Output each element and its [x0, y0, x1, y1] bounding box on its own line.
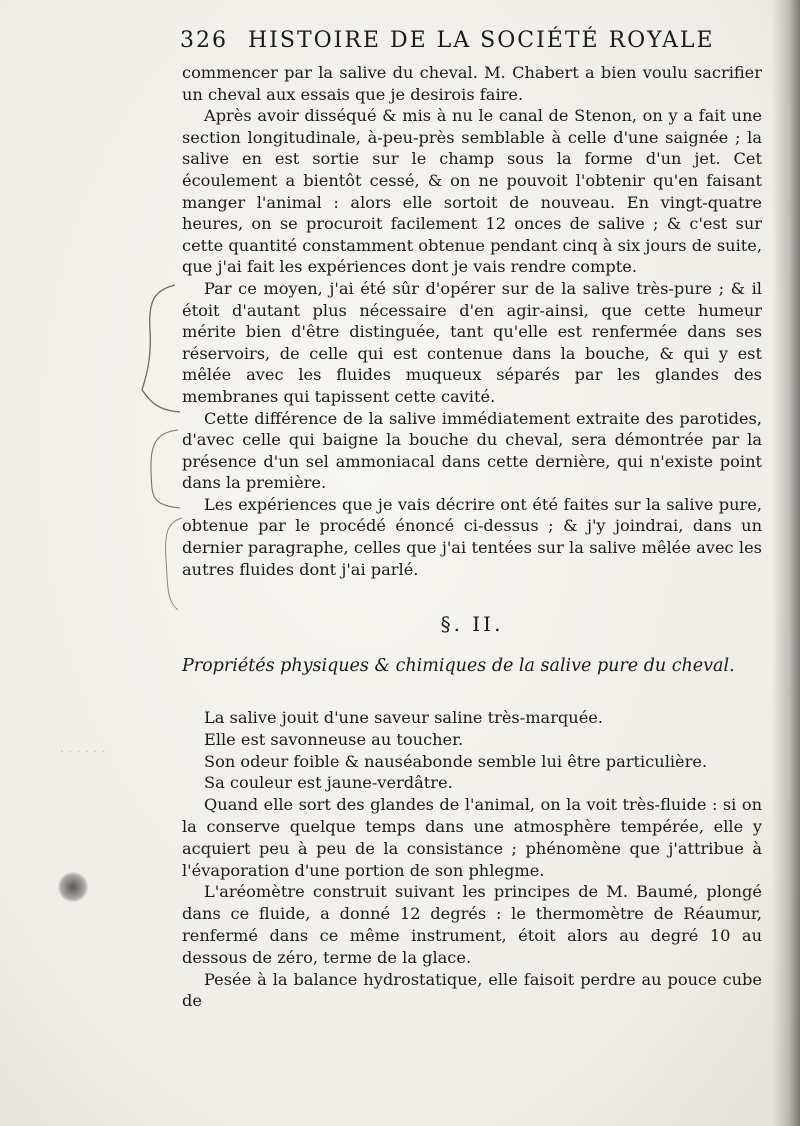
ink-spot — [58, 872, 88, 902]
page-edge-shadow — [772, 0, 800, 1126]
paragraph: Son odeur foible & nauséabonde semble lui être particulière. — [204, 751, 708, 771]
paragraph: Cette différence de la salive immédiatement extraite des parotides, d'avec celle qui baigne la bouche du cheval, sera démontrée par la présence d'un sel ammoniacal dans cette dernière, qui n'existe point dans la première. — [182, 408, 762, 493]
paragraph: Quand elle sort des glandes de l'animal, on la voit très-fluide : si on la conserve quelque temps dans une atmosphère tempérée, elle y acquiert peu à peu de la consistance ; phénomène que j'attribue à l'évaporation d'une portion de son phlegme. — [182, 795, 762, 880]
margin-bracket-marks — [120, 270, 190, 630]
paragraph: Par ce moyen, j'ai été sûr d'opérer sur de la salive très-pure ; & il étoit d'autant plus nécessaire d'en agir-ainsi, que cette humeur mérite bien d'être distinguée, tant qu'elle est renfermée dans ses réservoirs, de celle qui est contenue dans la bouche, & qui y est mêlée avec les fluides muqueux séparés par les glandes des membranes qui tapissent cette cavité. — [182, 278, 762, 406]
paragraph: commencer par la salive du cheval. M. Chabert a bien voulu sacrifier un cheval aux essais que je desirois faire. — [182, 63, 762, 104]
paragraph: Les expériences que je vais décrire ont été faites sur la salive pure, obtenue par le procédé énoncé ci-dessus ; & j'y joindrai, dans un dernier paragraphe, celles que j'ai tentées sur la salive mêlée avec les autres fluides dont j'ai parlé. — [182, 494, 762, 579]
bleed-through-text: · · · · · · — [60, 745, 106, 760]
page-number: 326 — [180, 28, 228, 53]
section-subtitle: Propriétés physiques & chimiques de la salive pure du cheval. — [182, 656, 735, 676]
paragraph: Sa couleur est jaune-verdâtre. — [204, 773, 453, 793]
paragraph: Pesée à la balance hydrostatique, elle faisoit perdre au pouce cube de — [182, 969, 762, 1011]
running-title: HISTOIRE DE LA SOCIÉTÉ ROYALE — [248, 28, 715, 53]
paragraph: Après avoir disséqué & mis à nu le canal de Stenon, on y a fait une section longitudinale, à-peu-près semblable à celle d'une saignée ; la salive en est sortie sur le champ sous la forme d'un jet. Cet écoulement a bientôt cessé, & on ne pouvoit l'obtenir qu'en faisant manger l'animal : alors elle sortoit de nouveau. En vingt-quatre heures, on se procuroit facilement 12 onces de salive ; & c'est sur cette quantité constamment obtenue pendant cinq à six jours de suite, que j'ai fait les expériences dont je vais rendre compte. — [182, 106, 762, 277]
running-header — [180, 28, 780, 53]
body-text — [182, 62, 762, 580]
section-text — [182, 707, 762, 1012]
paragraph: La salive jouit d'une saveur saline très-marquée. — [204, 708, 604, 727]
section-heading: §. II. — [440, 612, 504, 636]
paragraph: Elle est savonneuse au toucher. — [204, 729, 464, 749]
paragraph: L'aréomètre construit suivant les principes de M. Baumé, plongé dans ce fluide, a donné 12 degrés : le thermomètre de Réaumur, renfermé dans ce même instrument, étoit alors au degré 10 au dessous de zéro, terme de la glace. — [182, 882, 762, 967]
